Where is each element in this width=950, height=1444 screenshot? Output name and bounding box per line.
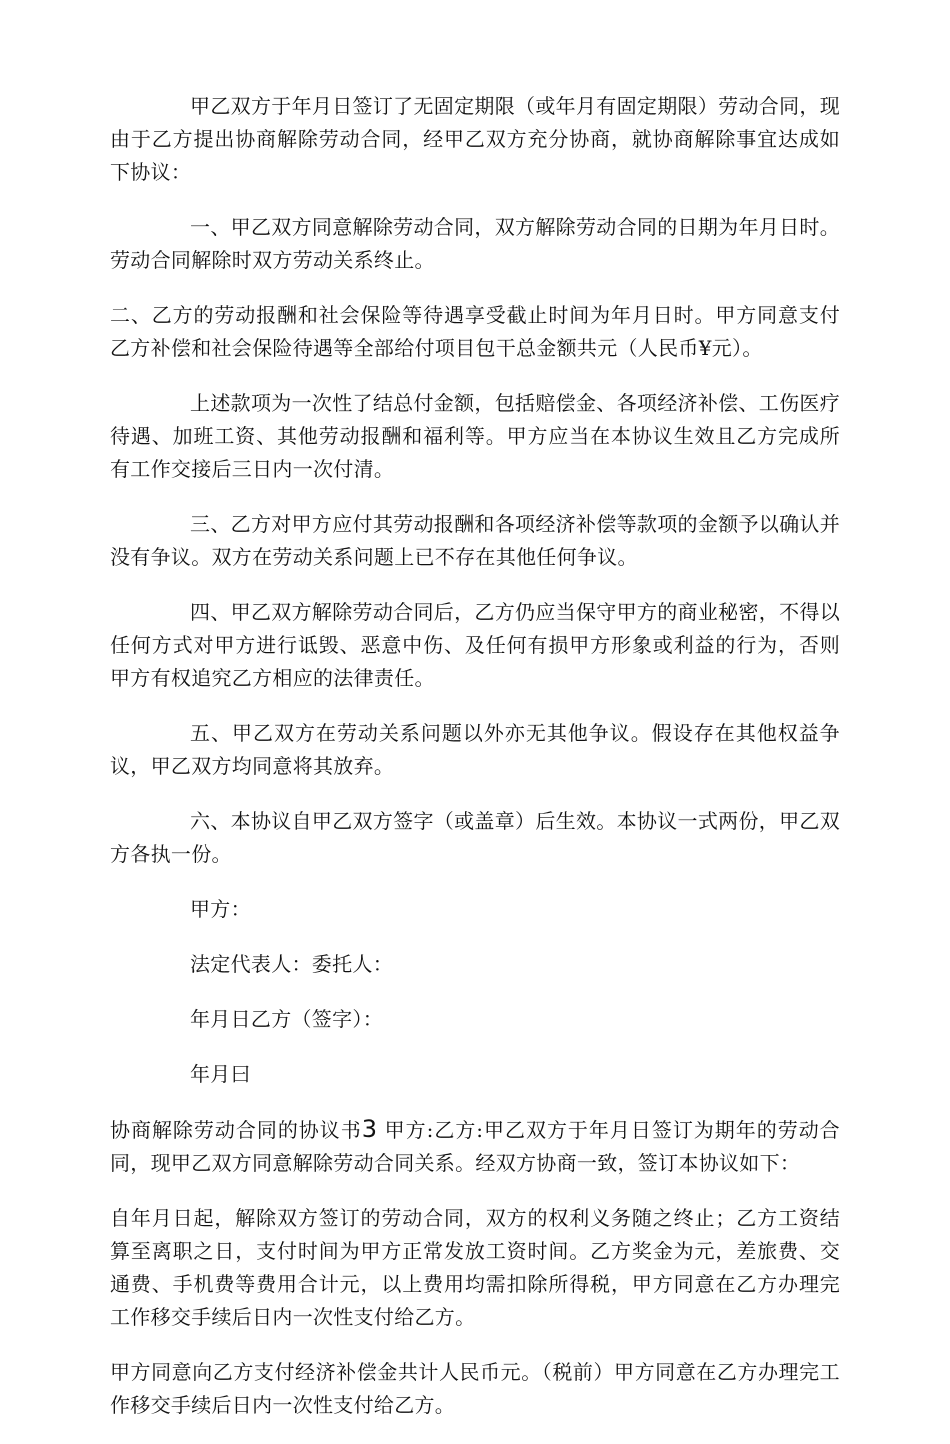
clause-3: 三、乙方对甲方应付其劳动报酬和各项经济补偿等款项的金额予以确认并没有争议。双方在劳动关系问题上已不存在其他任何争议。 — [110, 512, 840, 569]
intro-paragraph: 甲乙双方于年月日签订了无固定期限（或年月有固定期限）劳动合同，现由于乙方提出协商解除劳动合同，经甲乙双方充分协商，就协商解除事宜达成如下协议： — [110, 94, 840, 184]
clause-6: 六、本协议自甲乙双方签字（或盖章）后生效。本协议一式两份，甲乙双方各执一份。 — [110, 809, 840, 866]
signature-representative: 法定代表人：委托人： — [190, 952, 393, 976]
document-body — [110, 90, 840, 1444]
clause-1: 一、甲乙双方同意解除劳动合同，双方解除劳动合同的日期为年月日时。劳动合同解除时双方劳动关系终止。 — [110, 215, 840, 272]
clause-4: 四、甲乙双方解除劳动合同后，乙方仍应当保守甲方的商业秘密，不得以任何方式对甲方进行诋毁、恶意中伤、及任何有损甲方形象或利益的行为，否则甲方有权追究乙方相应的法律责任。 — [110, 600, 840, 690]
section-3-intro — [110, 1113, 840, 1180]
payment-details-paragraph: 上述款项为一次性了结总付金额，包括赔偿金、各项经济补偿、工伤医疗待遇、加班工资、其他劳动报酬和福利等。甲方应当在本协议生效且乙方完成所有工作交接后三日内一次付清。 — [110, 391, 840, 481]
clause-5: 五、甲乙双方在劳动关系问题以外亦无其他争议。假设存在其他权益争议，甲乙双方均同意将其放弃。 — [110, 721, 840, 778]
signature-date-party-b: 年月日乙方（签字）： — [190, 1007, 383, 1031]
section-3-number: 3 — [361, 1115, 378, 1143]
section-3-paragraph-2: 甲方同意向乙方支付经济补偿金共计人民币元。（税前）甲方同意在乙方办理完工作移交手续后日内一次性支付给乙方。 — [110, 1360, 840, 1417]
section-3-title: 协商解除劳动合同的协议书 — [110, 1118, 362, 1142]
clause-2: 二、乙方的劳动报酬和社会保险等待遇享受截止时间为年月日时。甲方同意支付乙方补偿和社会保险待遇等全部给付项目包干总金额共元（人民币¥元）。 — [110, 303, 840, 360]
section-3-paragraph-1: 自年月日起，解除双方签订的劳动合同，双方的权利义务随之终止；乙方工资结算至离职之日，支付时间为甲方正常发放工资时间。乙方奖金为元，差旅费、交通费、手机费等费用合计元，以上费用均需扣除所得税，甲方同意在乙方办理完工作移交手续后日内一次性支付给乙方。 — [110, 1206, 840, 1329]
signature-party-a: 甲方： — [190, 897, 251, 921]
signature-date: 年月曰 — [190, 1062, 251, 1086]
section-3-intro-text: 甲方:乙方:甲乙双方于年月日签订为期年的劳动合同，现甲乙双方同意解除劳动合同关系。经双方协商一致，签订本协议如下： — [110, 1118, 840, 1175]
